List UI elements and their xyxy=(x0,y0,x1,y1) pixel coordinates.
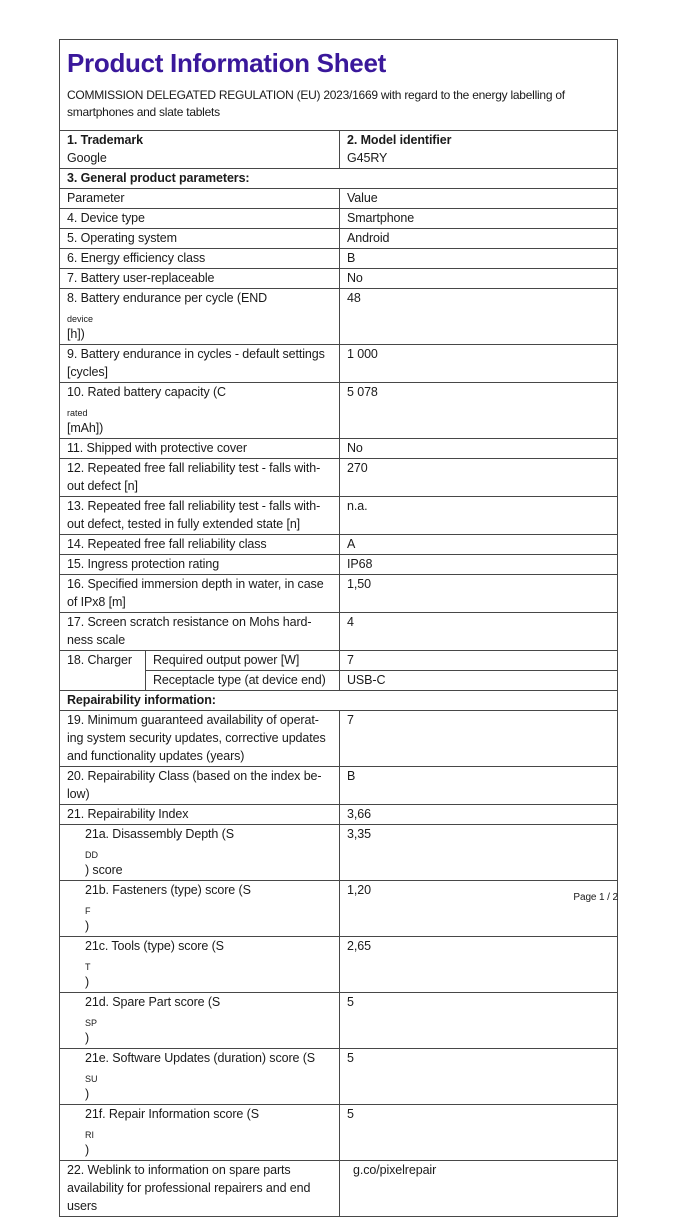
param-label-line: 12. Repeated free fall reliability test - falls with- xyxy=(67,461,321,475)
section-label: Repairability information: xyxy=(67,693,216,707)
param-label-line: 21f. Repair Information score (S RI ) xyxy=(85,1105,333,1159)
section-label: 3. General product parameters: xyxy=(67,171,250,185)
charger-subrow xyxy=(146,651,617,670)
param-label-line: ing system security updates, corrective updates xyxy=(67,731,326,745)
table-row xyxy=(60,288,617,344)
param-label xyxy=(60,189,340,208)
param-value: B xyxy=(347,769,356,783)
header-cell xyxy=(340,131,617,168)
param-label-line: and functionality updates (years) xyxy=(67,749,245,763)
param-value: Smartphone xyxy=(347,211,415,225)
param-value: 7 xyxy=(347,713,354,727)
charger-subrows xyxy=(146,651,617,690)
param-label xyxy=(60,825,340,880)
param-label-line: 7. Battery user-replaceable xyxy=(67,271,215,285)
param-value: 5 xyxy=(347,995,354,1009)
subscript-text: device xyxy=(67,314,94,324)
page-footer: Page 1 / 2 xyxy=(573,892,618,903)
param-label xyxy=(60,555,340,574)
param-label xyxy=(60,711,340,766)
charger-subrow xyxy=(146,670,617,690)
param-value: 2,65 xyxy=(347,939,371,953)
param-label-line: 5. Operating system xyxy=(67,231,177,245)
param-label xyxy=(60,535,340,554)
header-cell-title: 2. Model identifier xyxy=(347,133,452,147)
param-label xyxy=(60,345,340,382)
table-row xyxy=(60,710,617,766)
param-label xyxy=(60,993,340,1048)
param-label-line: 22. Weblink to information on spare parts xyxy=(67,1163,291,1177)
param-label-line: 9. Battery endurance in cycles - default settings xyxy=(67,347,325,361)
param-label-line: 21c. Tools (type) score (S T ) xyxy=(85,937,333,991)
param-label xyxy=(60,497,340,534)
param-label-line: 14. Repeated free fall reliability class xyxy=(67,537,267,551)
subscript-text: T xyxy=(85,962,91,972)
table-row xyxy=(60,554,617,574)
table-row xyxy=(60,574,617,612)
param-label xyxy=(60,881,340,936)
param-label-line: 11. Shipped with protective cover xyxy=(67,441,247,455)
table-row xyxy=(60,936,617,992)
subscript-text: SU xyxy=(85,1074,98,1084)
param-label-line: availability for professional repairers and end xyxy=(67,1181,311,1195)
param-label xyxy=(60,613,340,650)
charger-subrow-value: USB-C xyxy=(347,673,386,687)
param-label xyxy=(60,767,340,804)
table-row xyxy=(60,1048,617,1104)
param-label-line: 19. Minimum guaranteed availability of operat- xyxy=(67,713,319,727)
table-row xyxy=(60,438,617,458)
table-row xyxy=(60,458,617,496)
table-row xyxy=(60,880,617,936)
charger-label: 18. Charger xyxy=(60,651,146,690)
header-cell-value: Google xyxy=(67,151,107,165)
param-label-line: 20. Repairability Class (based on the index be- xyxy=(67,769,322,783)
subscript-text: F xyxy=(85,906,91,916)
table-row xyxy=(60,268,617,288)
table-row xyxy=(60,992,617,1048)
section-row xyxy=(60,690,617,710)
param-label-line: 4. Device type xyxy=(67,211,145,225)
param-value: 1,50 xyxy=(347,577,371,591)
param-label-line: out defect [n] xyxy=(67,479,138,493)
regulation-subtitle xyxy=(67,87,609,121)
param-value: 1,20 xyxy=(347,883,371,897)
param-value: n.a. xyxy=(347,499,368,513)
param-label xyxy=(60,805,340,824)
header-cell-value: G45RY xyxy=(347,151,388,165)
table-row xyxy=(60,1160,617,1216)
param-label xyxy=(60,575,340,612)
param-label-line: 21. Repairability Index xyxy=(67,807,189,821)
product-information-sheet xyxy=(59,39,618,1217)
table-row xyxy=(60,344,617,382)
param-value: 4 xyxy=(347,615,354,629)
param-label xyxy=(60,1049,340,1104)
param-value: 5 xyxy=(347,1107,354,1121)
param-label xyxy=(60,209,340,228)
param-label xyxy=(60,289,340,344)
param-value: 270 xyxy=(347,461,368,475)
param-label-line: 6. Energy efficiency class xyxy=(67,251,206,265)
param-value: g.co/pixelrepair xyxy=(353,1163,437,1177)
param-value: 48 xyxy=(347,291,361,305)
param-label xyxy=(60,383,340,438)
param-label-line: Parameter xyxy=(67,191,125,205)
param-value: Android xyxy=(347,231,390,245)
param-label xyxy=(60,937,340,992)
param-value: No xyxy=(347,441,363,455)
charger-subrow-label: Required output power [W] xyxy=(146,651,340,670)
param-label xyxy=(60,459,340,496)
param-label-line: 10. Rated battery capacity (C rated [mAh]) xyxy=(67,383,333,437)
product-table xyxy=(60,130,617,1216)
param-value: 3,66 xyxy=(347,807,371,821)
table-row xyxy=(60,650,617,690)
table-row xyxy=(60,382,617,438)
param-label xyxy=(60,439,340,458)
param-label xyxy=(60,1161,340,1216)
param-value: 5 078 xyxy=(347,385,378,399)
subscript-text: rated xyxy=(67,408,88,418)
param-label-line: out defect, tested in fully extended state [n] xyxy=(67,517,301,531)
param-label-line: 21d. Spare Part score (S SP ) xyxy=(85,993,333,1047)
param-value: Value xyxy=(347,191,378,205)
subscript-text: DD xyxy=(85,850,98,860)
param-label-line: 8. Battery endurance per cycle (END device [h]) xyxy=(67,289,333,343)
param-label-line: low) xyxy=(67,787,90,801)
table-row xyxy=(60,248,617,268)
param-value: A xyxy=(347,537,356,551)
param-label xyxy=(60,1105,340,1160)
table-row xyxy=(60,496,617,534)
regulation-subtitle-line2: smartphones and slate tablets xyxy=(67,105,220,119)
table-row xyxy=(60,804,617,824)
param-value: 1 000 xyxy=(347,347,378,361)
header-cell xyxy=(60,131,340,168)
param-label-line: of IPx8 [m] xyxy=(67,595,126,609)
table-row xyxy=(60,188,617,208)
param-value: IP68 xyxy=(347,557,373,571)
table-row xyxy=(60,612,617,650)
param-label xyxy=(60,269,340,288)
param-label-line: 16. Specified immersion depth in water, in case xyxy=(67,577,324,591)
param-label xyxy=(60,249,340,268)
param-label-line: users xyxy=(67,1199,98,1213)
param-label-line: 21a. Disassembly Depth (S DD ) score xyxy=(85,825,333,879)
table-row xyxy=(60,534,617,554)
param-label-line: 21b. Fasteners (type) score (S F ) xyxy=(85,881,333,935)
charger-subrow-value: 7 xyxy=(347,653,354,667)
param-label-line: 15. Ingress protection rating xyxy=(67,557,220,571)
param-label-line: [cycles] xyxy=(67,365,108,379)
table-row xyxy=(60,228,617,248)
regulation-subtitle-line1: COMMISSION DELEGATED REGULATION (EU) 2023/1669 with regard to the energy labelling of xyxy=(67,88,565,102)
param-label-line: 17. Screen scratch resistance on Mohs hard- xyxy=(67,615,312,629)
header-cell-title: 1. Trademark xyxy=(67,133,143,147)
param-value: 5 xyxy=(347,1051,354,1065)
charger-subrow-label: Receptacle type (at device end) xyxy=(146,671,340,690)
subscript-text: RI xyxy=(85,1130,94,1140)
table-row xyxy=(60,766,617,804)
subscript-text: SP xyxy=(85,1018,98,1028)
table-row xyxy=(60,208,617,228)
table-row xyxy=(60,130,617,168)
param-value: B xyxy=(347,251,356,265)
title-block xyxy=(60,40,617,130)
param-label-line: ness scale xyxy=(67,633,126,647)
table-row xyxy=(60,824,617,880)
page-title: Product Information Sheet xyxy=(67,48,386,78)
param-value: No xyxy=(347,271,363,285)
param-label-line: 13. Repeated free fall reliability test - falls with- xyxy=(67,499,321,513)
table-row xyxy=(60,1104,617,1160)
section-row xyxy=(60,168,617,188)
param-label-line: 21e. Software Updates (duration) score (S SU ) xyxy=(85,1049,333,1103)
param-value: 3,35 xyxy=(347,827,371,841)
param-label xyxy=(60,229,340,248)
